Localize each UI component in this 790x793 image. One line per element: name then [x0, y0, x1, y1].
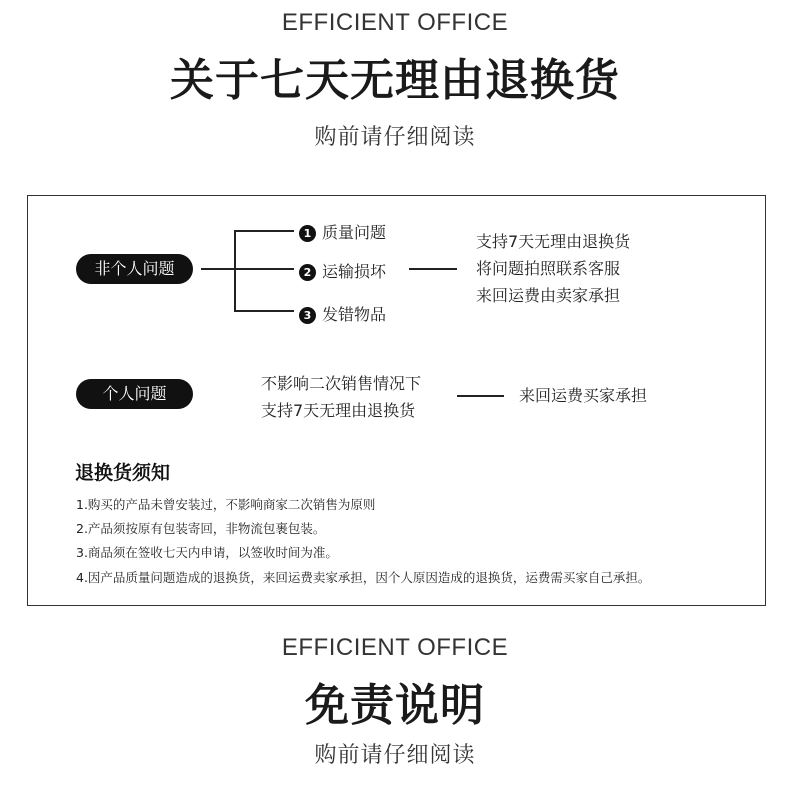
issue-item-label: 质量问题	[322, 223, 387, 242]
bracket-line	[234, 230, 236, 312]
non-personal-result	[476, 228, 630, 309]
number-badge-2: 2	[299, 264, 316, 281]
top-title: 关于七天无理由退换货	[170, 55, 620, 106]
connector-line	[201, 268, 234, 270]
notice-rule-2: 2.产品须按原有包装寄回，非物流包裹包装。	[76, 521, 326, 536]
result-line: 支持7天无理由退换货	[476, 232, 631, 251]
issue-item-quality	[299, 220, 386, 243]
notice-title: 退换货须知	[75, 462, 171, 484]
personal-result: 来回运费买家承担	[519, 386, 648, 405]
personal-arrow-line	[457, 395, 504, 397]
personal-issue-badge: 个人问题	[76, 379, 193, 409]
non-personal-issue-badge: 非个人问题	[76, 254, 193, 284]
personal-condition	[261, 370, 421, 424]
notice-rule-3: 3.商品须在签收七天内申请，以签收时间为准。	[76, 545, 338, 560]
issue-item-label: 运输损坏	[322, 262, 387, 281]
bottom-eyebrow: EFFICIENT OFFICE	[281, 634, 509, 661]
bottom-title: 免责说明	[305, 680, 485, 731]
result-arrow-line	[409, 268, 457, 270]
condition-line: 支持7天无理由退换货	[261, 401, 416, 420]
notice-rule-1: 1.购买的产品未曾安装过，不影响商家二次销售为原则	[76, 497, 376, 512]
notice-rule-4: 4.因产品质量问题造成的退换货，来回运费卖家承担，因个人原因造成的退换货，运费需买家自己承担。	[76, 570, 651, 585]
result-line: 将问题拍照联系客服	[476, 259, 621, 278]
number-badge-1: 1	[299, 225, 316, 242]
bracket-branch-1	[234, 230, 294, 232]
result-line: 来回运费由卖家承担	[476, 286, 621, 305]
condition-line: 不影响二次销售情况下	[261, 374, 422, 393]
issue-item-wrong	[299, 302, 386, 325]
top-eyebrow: EFFICIENT OFFICE	[281, 9, 509, 36]
bottom-subtitle: 购前请仔细阅读	[314, 743, 476, 768]
number-badge-3: 3	[299, 307, 316, 324]
bracket-branch-3	[234, 310, 294, 312]
bracket-branch-2	[234, 268, 294, 270]
top-subtitle: 购前请仔细阅读	[314, 125, 476, 150]
issue-item-label: 发错物品	[322, 305, 387, 324]
issue-item-transport	[299, 259, 386, 282]
